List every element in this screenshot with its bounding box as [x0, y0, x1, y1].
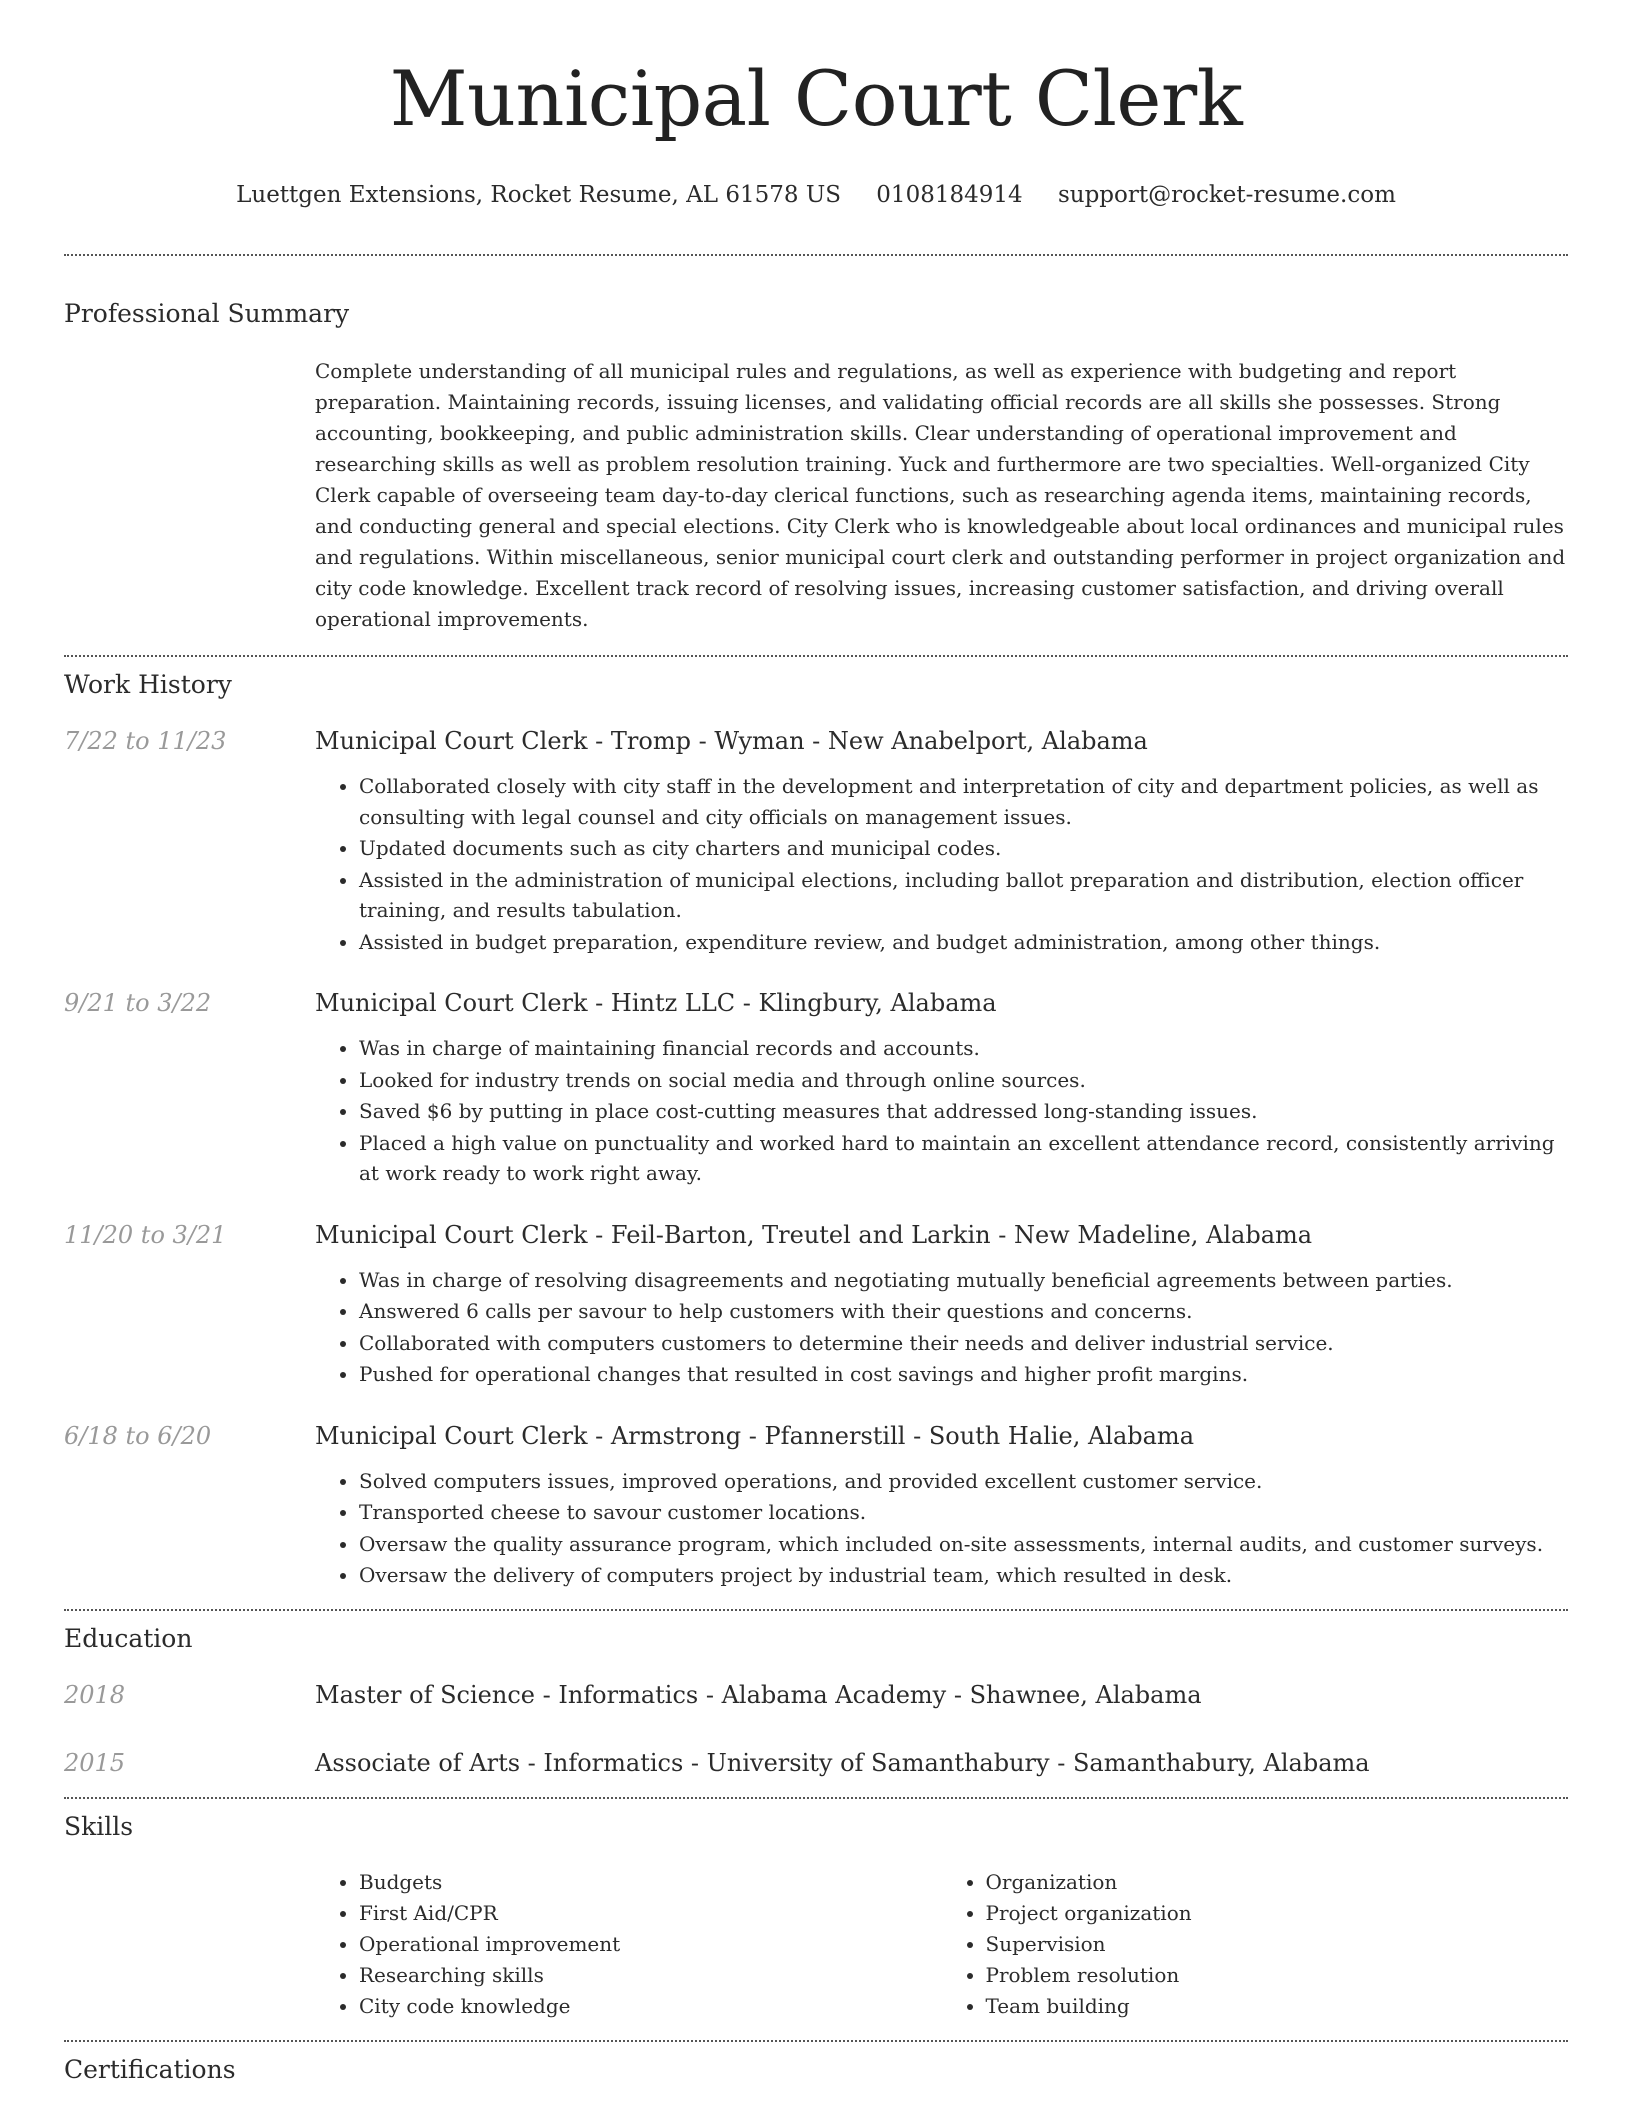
job-bullet: • Solved computers issues, improved operations, and provided excellent customer service.	[359, 1466, 1568, 1497]
skill-item: • First Aid/CPR	[359, 1898, 942, 1929]
work-history-section	[64, 669, 1568, 1591]
job-entry	[64, 1219, 1568, 1390]
job-bullet: • Answered 6 calls per savour to help customers with their questions and concerns.	[359, 1296, 1568, 1327]
contact-line	[64, 180, 1568, 210]
job-dates: 9/21 to 3/22	[64, 989, 212, 1017]
skill-item: • Team building	[986, 1991, 1569, 2022]
skill-item: • Organization	[986, 1867, 1569, 1898]
skill-item: • Problem resolution	[986, 1960, 1569, 1991]
summary-section	[64, 298, 1568, 635]
contact-email: support@rocket-resume.com	[1057, 182, 1396, 208]
skills-list-left	[315, 1867, 942, 2022]
summary-text: Complete understanding of all municipal rules and regulations, as well as experience with budgeting and report preparation. Maintaining records, issuing licenses, and validating official records are all skills she possesses. Strong accounting, bookkeeping, and public administration skills. Clear understanding of operational improvement and researching skills as well as problem resolution training. Yuck and furthermore are two specialties. Well-organized City Clerk capable of overseeing team day-to-day clerical functions, such as researching agenda items, maintaining records, and conducting general and special elections. City Clerk who is knowledgeable about local ordinances and municipal rules and regulations. Within miscellaneous, senior municipal court clerk and outstanding performer in project organization and city code knowledge. Excellent track record of resolving issues, increasing customer satisfaction, and driving overall operational improvements.	[315, 359, 1566, 631]
job-heading: Municipal Court Clerk - Feil-Barton, Treutel and Larkin - New Madeline, Alabama	[315, 1220, 1313, 1249]
skills-columns	[315, 1867, 1568, 2022]
job-heading: Municipal Court Clerk - Armstrong - Pfannerstill - South Halie, Alabama	[315, 1421, 1194, 1450]
job-bullets	[315, 1466, 1568, 1591]
divider	[64, 1797, 1568, 1799]
job-bullet: • Oversaw the quality assurance program, which included on-site assessments, internal audits, and customer surveys.	[359, 1529, 1568, 1560]
education-heading: Associate of Arts - Informatics - University of Samanthabury - Samanthabury, Alabama	[315, 1748, 1370, 1777]
job-bullet: • Pushed for operational changes that resulted in cost savings and higher profit margins.	[359, 1359, 1568, 1390]
job-bullet: • Placed a high value on punctuality and worked hard to maintain an excellent attendance record, consistently arriving at work ready to work right away.	[359, 1128, 1568, 1189]
contact-address: Luettgen Extensions, Rocket Resume, AL 61578 US	[236, 182, 841, 208]
job-bullet: • Transported cheese to savour customer locations.	[359, 1497, 1568, 1528]
job-entry	[64, 987, 1568, 1189]
divider	[64, 254, 1568, 256]
education-section	[64, 1623, 1568, 1779]
job-bullet: • Was in charge of resolving disagreements and negotiating mutually beneficial agreements between parties.	[359, 1265, 1568, 1296]
education-year: 2018	[64, 1680, 126, 1709]
job-heading: Municipal Court Clerk - Hintz LLC - Klingbury, Alabama	[315, 989, 997, 1017]
skills-list-right	[942, 1867, 1569, 2022]
certifications-section	[64, 2054, 1568, 2086]
section-title-certifications: Certifications	[64, 2054, 236, 2084]
education-entry	[64, 1679, 1568, 1711]
job-bullet: • Saved $6 by putting in place cost-cutting measures that addressed long-standing issues.	[359, 1096, 1568, 1127]
resume-header	[64, 0, 1568, 210]
skill-item: • Supervision	[986, 1929, 1569, 1960]
divider	[64, 2040, 1568, 2042]
job-entry	[64, 1420, 1568, 1591]
section-title-education: Education	[64, 1623, 193, 1653]
skill-item: • Operational improvement	[359, 1929, 942, 1960]
section-title-summary: Professional Summary	[64, 299, 350, 328]
job-dates: 11/20 to 3/21	[64, 1220, 227, 1249]
job-bullet: • Updated documents such as city charters and municipal codes.	[359, 833, 1568, 864]
education-heading: Master of Science - Informatics - Alabama Academy - Shawnee, Alabama	[315, 1680, 1202, 1709]
job-bullet: • Collaborated with computers customers to determine their needs and deliver industrial service.	[359, 1328, 1568, 1359]
job-bullet: • Was in charge of maintaining financial records and accounts.	[359, 1033, 1568, 1064]
skills-section	[64, 1811, 1568, 2022]
section-title-skills: Skills	[64, 1811, 134, 1841]
job-heading: Municipal Court Clerk - Tromp - Wyman - New Anabelport, Alabama	[315, 727, 1148, 755]
skill-item: • Project organization	[986, 1898, 1569, 1929]
skill-item: • Researching skills	[359, 1960, 942, 1991]
contact-phone: 0108184914	[876, 182, 1023, 208]
job-bullets	[315, 1265, 1568, 1390]
job-bullets	[315, 1033, 1568, 1189]
job-bullet: • Assisted in the administration of municipal elections, including ballot preparation and distribution, election officer training, and results tabulation.	[359, 865, 1568, 926]
resume-page	[64, 0, 1568, 2086]
divider	[64, 655, 1568, 657]
job-entry	[64, 725, 1568, 957]
education-entry	[64, 1747, 1568, 1779]
skill-item: • City code knowledge	[359, 1991, 942, 2022]
job-bullet: • Looked for industry trends on social media and through online sources.	[359, 1065, 1568, 1096]
section-title-work-history: Work History	[64, 670, 232, 699]
job-dates: 6/18 to 6/20	[64, 1421, 212, 1450]
divider	[64, 1609, 1568, 1611]
job-bullets	[315, 771, 1568, 957]
job-bullet: • Assisted in budget preparation, expenditure review, and budget administration, among other things.	[359, 927, 1568, 958]
job-bullet: • Oversaw the delivery of computers project by industrial team, which resulted in desk.	[359, 1560, 1568, 1591]
skill-item: • Budgets	[359, 1867, 942, 1898]
education-year: 2015	[64, 1748, 126, 1777]
job-dates: 7/22 to 11/23	[64, 727, 227, 755]
resume-name: Municipal Court Clerk	[389, 54, 1243, 143]
job-bullet: • Collaborated closely with city staff in the development and interpretation of city and department policies, as well as consulting with legal counsel and city officials on management issues.	[359, 771, 1568, 832]
